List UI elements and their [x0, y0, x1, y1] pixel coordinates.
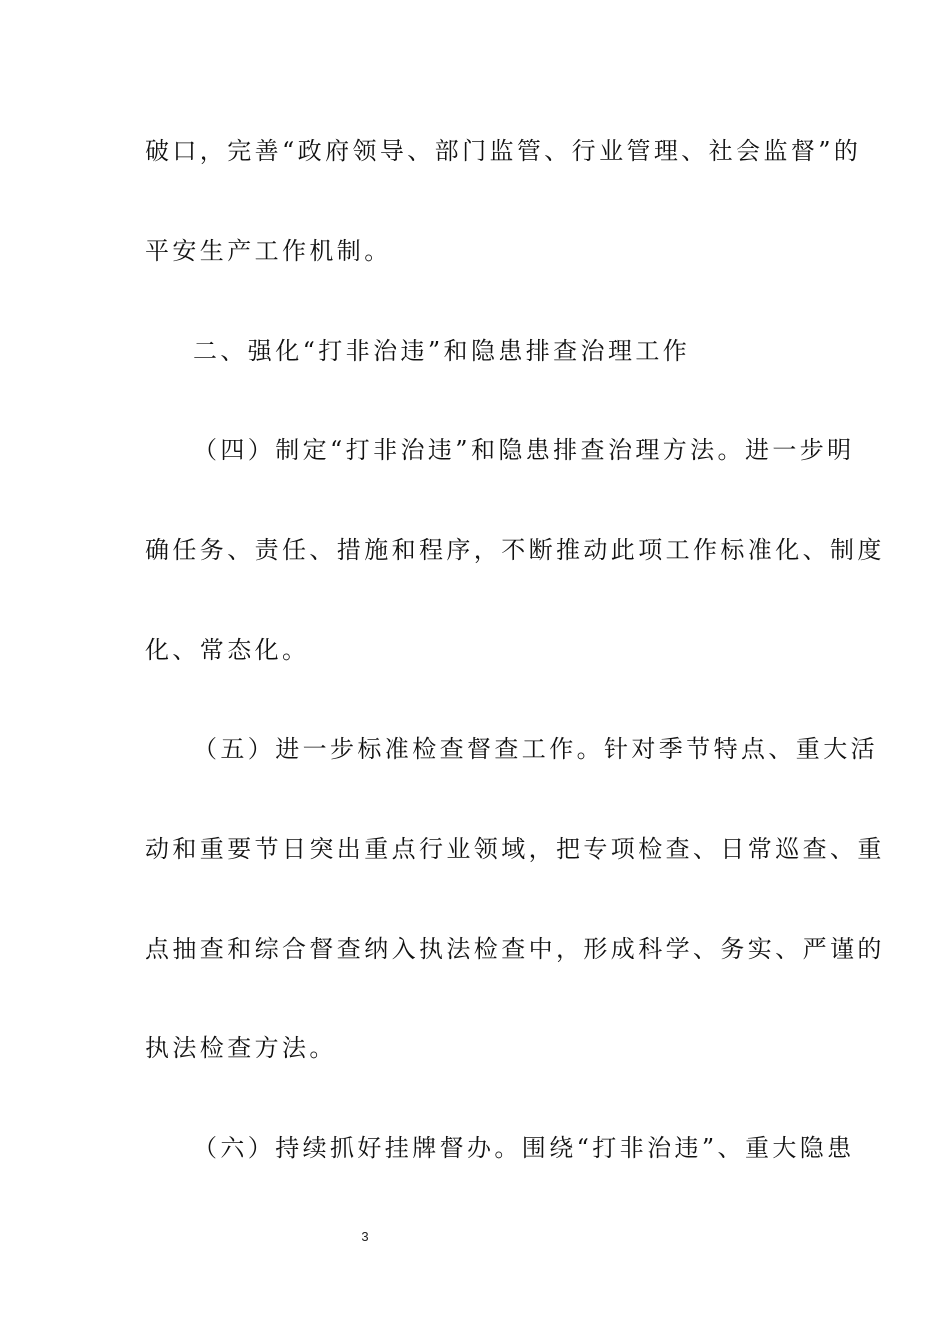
paragraph-line-10: 执法检查方法。 — [145, 1034, 337, 1062]
section-heading: 二、强化“打非治违”和隐患排查治理工作 — [193, 337, 691, 365]
paragraph-line-9: 点抽查和综合督查纳入执法检查中，形成科学、务实、严谨的 — [145, 935, 885, 963]
paragraph-line-11: （六）持续抓好挂牌督办。围绕“打非治违”、重大隐患 — [193, 1134, 855, 1162]
paragraph-line-1: 破口，完善“政府领导、部门监管、行业管理、社会监督”的 — [145, 137, 862, 165]
paragraph-line-4: （四）制定“打非治违”和隐患排查治理方法。进一步明 — [193, 436, 855, 464]
paragraph-line-6: 化、常态化。 — [145, 636, 310, 664]
paragraph-line-7: （五）进一步标准检查督查工作。针对季节特点、重大活 — [193, 735, 878, 763]
paragraph-line-5: 确任务、责任、措施和程序，不断推动此项工作标准化、制度 — [145, 536, 885, 564]
paragraph-line-8: 动和重要节日突出重点行业领域，把专项检查、日常巡查、重 — [145, 835, 885, 863]
page-number: 3 — [361, 1229, 369, 1244]
paragraph-line-2: 平安生产工作机制。 — [145, 237, 392, 265]
